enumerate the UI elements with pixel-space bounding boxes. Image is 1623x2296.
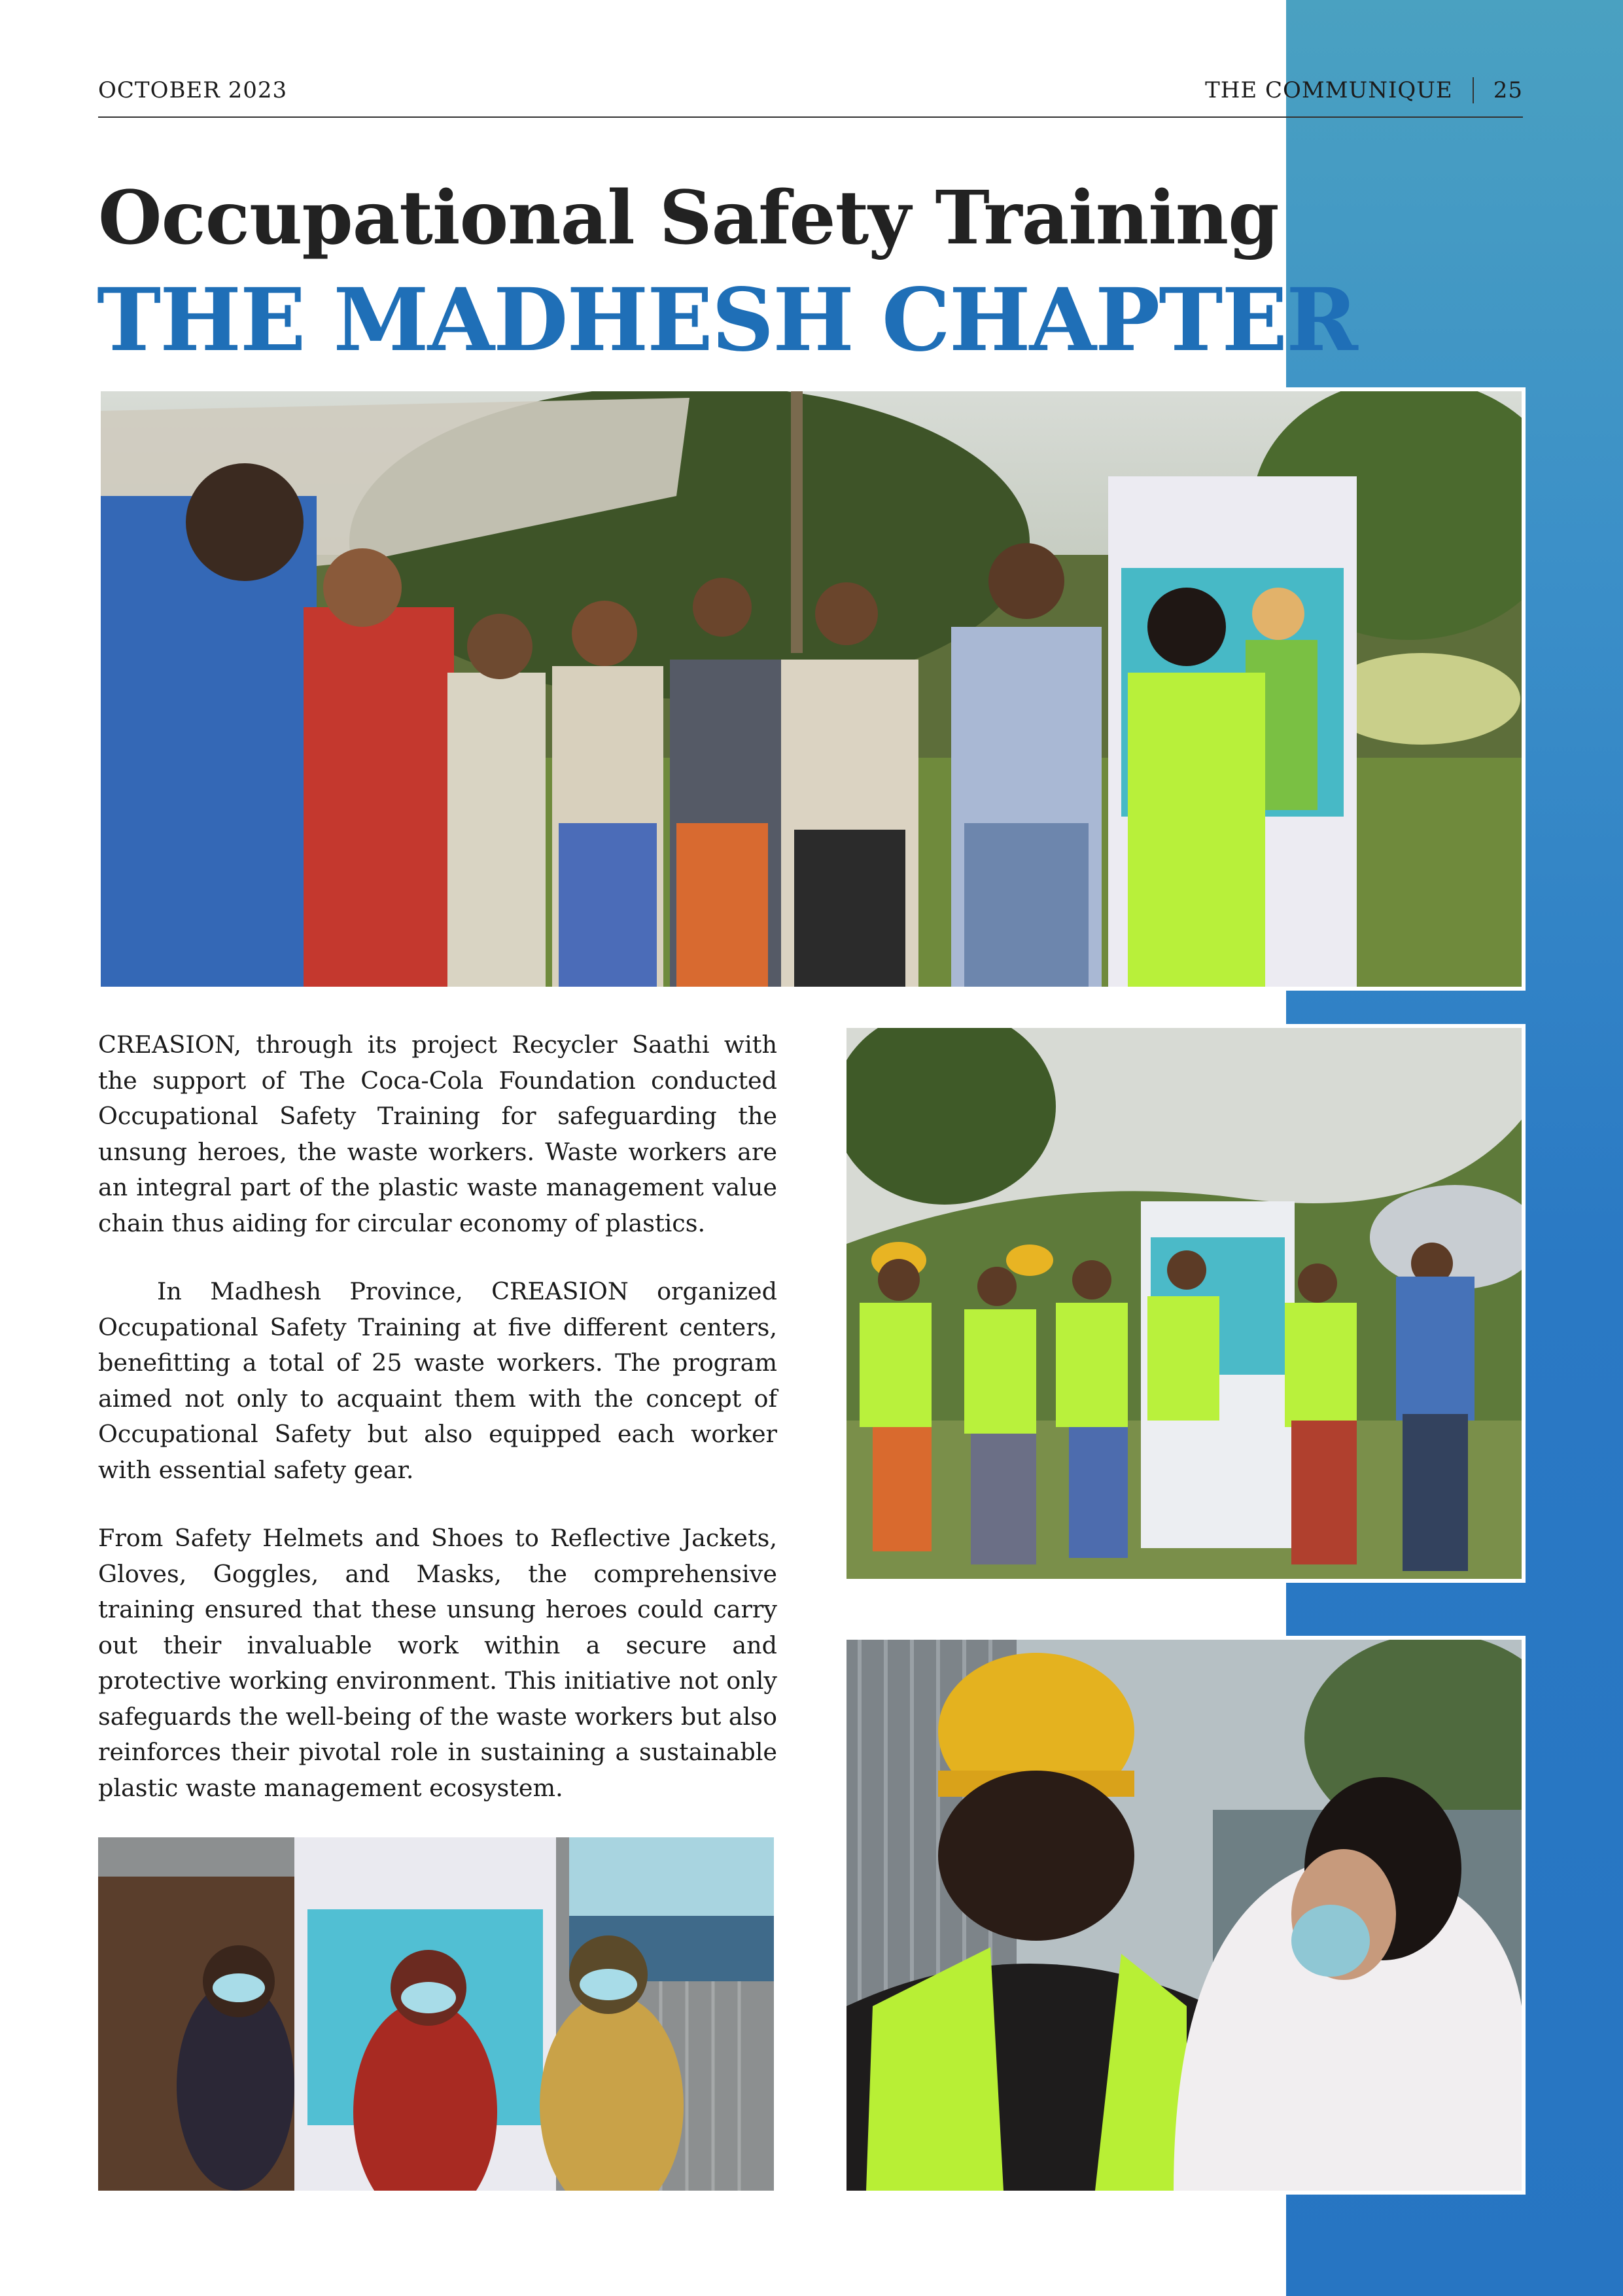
publication-name: THE COMMUNIQUE	[1205, 77, 1453, 103]
photo-helmet-fitting	[843, 1636, 1526, 2195]
article-paragraph-2: In Madhesh Province, CREASION organized Occupational Safety Training at five different centers, benefitting a total of 25 waste workers. The program aimed not only to acquaint them with the concept of Occupational Safety but also equipped each worker with essential safety gear.	[98, 1277, 777, 1484]
article-paragraph-3: From Safety Helmets and Shoes to Reflective Jackets, Gloves, Goggles, and Masks, the comprehensive training ensured that these unsung heroes could carry out their invaluable work within a secure and protective working environment. This initiative not only safeguards the well-being of the waste workers but also reinforces their pivotal role in sustaining a sustainable plastic waste management ecosystem.	[98, 1524, 777, 1802]
header-right	[1205, 77, 1523, 103]
issue-date: OCTOBER 2023	[98, 77, 288, 103]
article-paragraph-1: CREASION, through its project Recycler Saathi with the support of The Coca-Cola Foundation conducted Occupational Safety Training for safeguarding the unsung heroes, the waste workers. Waste workers are an integral part of the plastic waste management value chain thus aiding for circular economy of plastics.	[98, 1031, 777, 1237]
article-title: Occupational Safety Training	[98, 175, 1279, 261]
page-number: 25	[1493, 77, 1523, 103]
photo-workers-vests	[843, 1024, 1526, 1583]
article-subtitle: THE MADHESH CHAPTER	[97, 270, 1357, 371]
header-separator	[1473, 77, 1474, 103]
header-divider	[98, 116, 1523, 118]
photo-women-masks	[98, 1837, 774, 2191]
photo-training-group	[97, 387, 1526, 991]
